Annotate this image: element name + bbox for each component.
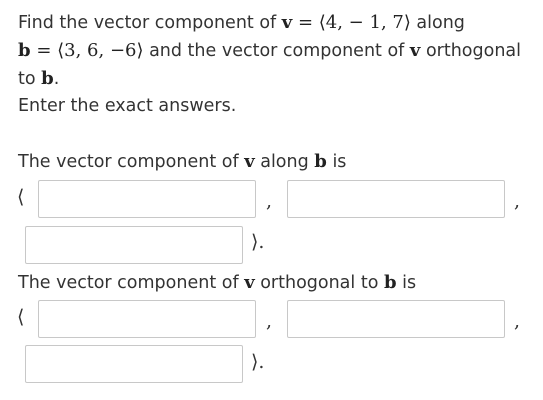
part2-prompt-middle: orthogonal to: [254, 273, 384, 293]
vector-b-symbol-2: b: [41, 68, 54, 89]
question-line3-prefix: to: [18, 69, 42, 89]
part2-close-bracket: ⟩.: [251, 351, 265, 373]
question-text: [18, 9, 533, 93]
vector-b-symbol: b: [18, 40, 31, 61]
question-line-2: [18, 37, 533, 65]
vector-b-value: ⟨3, 6, −6⟩: [57, 40, 144, 61]
part1-b-symbol: b: [314, 151, 327, 172]
question-line2-suffix: orthogonal: [420, 41, 521, 61]
part1-close-bracket: ⟩.: [251, 231, 265, 253]
equals-sign-b: =: [30, 40, 58, 61]
vector-v-symbol-2: v: [409, 40, 421, 61]
question-line-3: [18, 65, 533, 93]
question-line2-middle: and the vector component of: [143, 41, 410, 61]
part2-v-symbol: v: [244, 272, 255, 293]
part2-b-symbol: b: [383, 272, 397, 293]
part2-prompt-suffix: is: [396, 273, 417, 293]
part1-component-3-input[interactable]: [25, 226, 243, 264]
part2-prompt: [18, 272, 416, 293]
question-line1-prefix: Find the vector component of: [18, 13, 282, 33]
instruction-text: Enter the exact answers.: [18, 96, 237, 116]
question-line-1: [18, 9, 533, 37]
part1-v-symbol: v: [244, 151, 255, 172]
vector-v-symbol: v: [281, 12, 293, 33]
part2-open-bracket: ⟨: [17, 306, 25, 328]
vector-v-value: ⟨4, − 1, 7⟩: [318, 12, 411, 33]
question-line1-suffix: along: [410, 13, 465, 33]
part1-component-1-input[interactable]: [38, 180, 256, 218]
part1-open-bracket: ⟨: [17, 186, 25, 208]
question-line3-period: .: [53, 69, 60, 89]
part1-prompt: [18, 151, 346, 172]
part1-comma-2: ,: [514, 190, 521, 212]
part2-comma-2: ,: [514, 310, 521, 332]
part1-prompt-suffix: is: [326, 152, 347, 172]
part2-component-2-input[interactable]: [287, 300, 505, 338]
part1-prompt-prefix: The vector component of: [18, 152, 245, 172]
part1-comma-1: ,: [266, 190, 273, 212]
part1-component-2-input[interactable]: [287, 180, 505, 218]
equals-sign: =: [292, 12, 319, 33]
part2-prompt-prefix: The vector component of: [18, 273, 245, 293]
part1-prompt-middle: along: [254, 152, 315, 172]
part2-component-1-input[interactable]: [38, 300, 256, 338]
part2-comma-1: ,: [266, 310, 273, 332]
part2-component-3-input[interactable]: [25, 345, 243, 383]
